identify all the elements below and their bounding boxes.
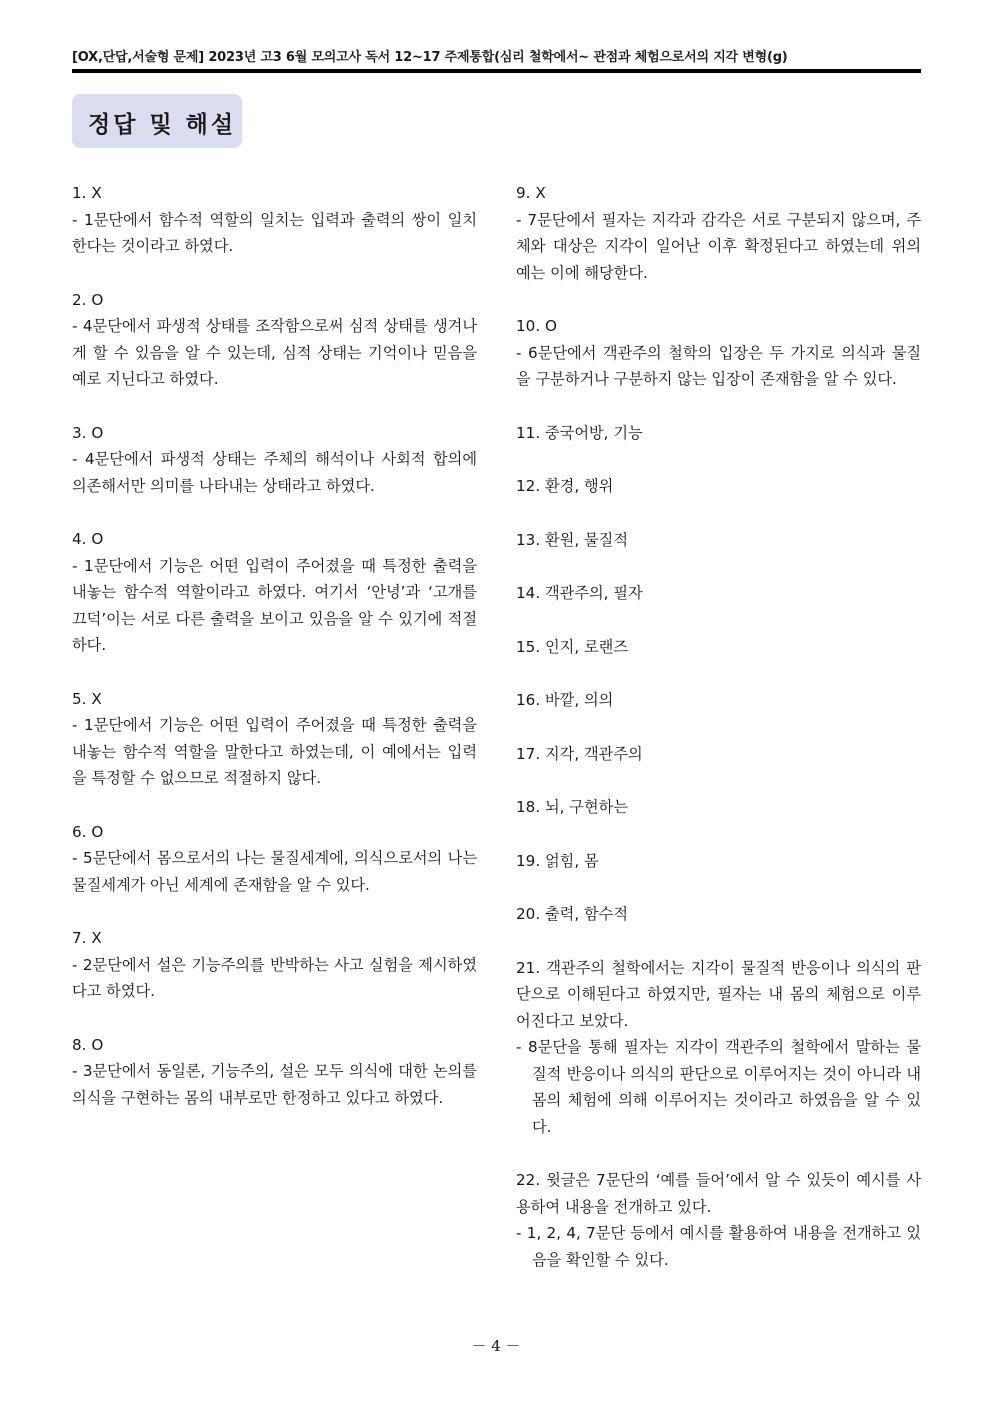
answer-number: 8. O bbox=[72, 1035, 104, 1054]
section-title: 정답 및 해설 bbox=[88, 112, 237, 138]
answer-item-20 bbox=[516, 901, 921, 928]
answer-explanation: - 7문단에서 필자는 지각과 감각은 서로 구분되지 않으며, 주체와 대상은 지각이 일어난 이후 확정된다고 하였는데 위의 예는 이에 해당한다. bbox=[516, 210, 921, 282]
answer-number: 5. X bbox=[72, 689, 102, 708]
answer-item-2 bbox=[72, 287, 477, 393]
answer-explanation: - 1문단에서 기능은 어떤 입력이 주어졌을 때 특정한 출력을 내놓는 함수적 역할이라고 하였다. 여기서 ‘안녕’과 ‘고개를 끄덕’이는 서로 다른 출력을 보이고 있음을 알 수 있기에 적절하다. bbox=[72, 556, 477, 654]
answer-explanation: - 4문단에서 파생적 상태를 조작함으로써 심적 상태를 생겨나게 할 수 있음을 알 수 있는데, 심적 상태는 기억이나 믿음을 예로 지닌다고 하였다. bbox=[72, 317, 477, 388]
answer-item-6 bbox=[72, 819, 477, 899]
answer-short: 18. 뇌, 구현하는 bbox=[516, 798, 628, 816]
answer-item-15 bbox=[516, 634, 921, 661]
left-column bbox=[72, 180, 477, 1111]
answer-item-19 bbox=[516, 848, 921, 875]
answer-item-10 bbox=[516, 313, 921, 393]
answer-essay: 21. 객관주의 철학에서는 지각이 물질적 반응이나 의식의 판단으로 이해된다고 하였지만, 필자는 내 몸의 체험으로 이루어진다고 보았다. bbox=[516, 958, 921, 1030]
answer-item-22 bbox=[516, 1167, 921, 1273]
answer-item-3 bbox=[72, 420, 477, 500]
answer-short: 14. 객관주의, 필자 bbox=[516, 584, 643, 602]
answer-short: 17. 지각, 객관주의 bbox=[516, 744, 643, 763]
right-column bbox=[516, 180, 921, 1273]
answer-item-17 bbox=[516, 741, 921, 768]
answer-explanation: - 1, 2, 4, 7문단 등에서 예시를 활용하여 내용을 전개하고 있음을 확인할 수 있다. bbox=[516, 1224, 921, 1269]
answer-short: 13. 환원, 물질적 bbox=[516, 530, 628, 549]
answer-item-21 bbox=[516, 955, 921, 1141]
answer-short: 11. 중국어방, 기능 bbox=[516, 423, 643, 442]
answer-short: 16. 바깥, 의의 bbox=[516, 691, 614, 709]
answer-number: 7. X bbox=[72, 929, 102, 947]
answer-explanation: - 5문단에서 몸으로서의 나는 물질세계에, 의식으로서의 나는 물질세계가 아닌 세계에 존재함을 알 수 있다. bbox=[72, 849, 477, 894]
answer-item-5 bbox=[72, 686, 477, 792]
answer-explanation: - 4문단에서 파생적 상태는 주체의 해석이나 사회적 합의에 의존해서만 의미를 나타내는 상태라고 하였다. bbox=[72, 450, 477, 495]
answer-number: 2. O bbox=[72, 290, 104, 309]
answer-number: 4. O bbox=[72, 530, 104, 548]
answer-item-13 bbox=[516, 527, 921, 554]
answer-item-8 bbox=[72, 1032, 477, 1112]
answer-short: 20. 출력, 함수적 bbox=[516, 905, 628, 923]
answer-item-11 bbox=[516, 420, 921, 447]
answer-item-12 bbox=[516, 473, 921, 500]
page-number: － 4 － bbox=[471, 1337, 521, 1355]
answer-number: 1. X bbox=[72, 184, 102, 202]
answer-item-1 bbox=[72, 180, 477, 260]
answer-short: 12. 환경, 행위 bbox=[516, 477, 614, 495]
answer-essay: 22. 윗글은 7문단의 ‘예를 들어’에서 알 수 있듯이 예시를 사용하여 내용을 전개하고 있다. bbox=[516, 1171, 921, 1216]
answer-explanation: - 3문단에서 동일론, 기능주의, 설은 모두 의식에 대한 논의를 의식을 구현하는 몸의 내부로만 한정하고 있다고 하였다. bbox=[72, 1062, 477, 1107]
answer-item-7 bbox=[72, 925, 477, 1005]
answer-item-9 bbox=[516, 180, 921, 286]
answer-number: 3. O bbox=[72, 423, 104, 442]
answer-item-14 bbox=[516, 580, 921, 607]
answer-number: 6. O bbox=[72, 822, 104, 841]
answer-explanation: - 1문단에서 기능은 어떤 입력이 주어졌을 때 특정한 출력을 내놓는 함수적 역할을 말한다고 하였는데, 이 예에서는 입력을 특정할 수 없으므로 적절하지 않다. bbox=[72, 716, 477, 787]
answer-explanation: - 8문단을 통해 필자는 지각이 객관주의 철학에서 말하는 물질적 반응이나 의식의 판단으로 이루어지는 것이 아니라 내 몸의 체험에 의해 이루어지는 것이라고 하였음을 알 수 있다. bbox=[516, 1038, 921, 1136]
header-divider bbox=[72, 69, 921, 73]
answer-item-18 bbox=[516, 794, 921, 821]
answer-explanation: - 2문단에서 설은 기능주의를 반박하는 사고 실험을 제시하였다고 하였다. bbox=[72, 955, 477, 1000]
answer-short: 19. 얽힘, 몸 bbox=[516, 851, 599, 870]
answer-item-4 bbox=[72, 526, 477, 659]
answer-explanation: - 1문단에서 함수적 역할의 일치는 입력과 출력의 쌍이 일치한다는 것이라고 하였다. bbox=[72, 210, 477, 255]
answer-explanation: - 6문단에서 객관주의 철학의 입장은 두 가지로 의식과 물질을 구분하거나 구분하지 않는 입장이 존재함을 알 수 있다. bbox=[516, 343, 921, 388]
answer-number: 10. O bbox=[516, 317, 557, 335]
answer-item-16 bbox=[516, 687, 921, 714]
answer-short: 15. 인지, 로랜즈 bbox=[516, 637, 628, 656]
section-title-box bbox=[72, 94, 242, 148]
answer-number: 9. X bbox=[516, 184, 546, 202]
document-header: [OX,단답,서술형 문제] 2023년 고3 6월 모의고사 독서 12~17 주제통합(심리 철학에서~ 관점과 체험으로서의 지각 변형(g) bbox=[72, 50, 788, 65]
